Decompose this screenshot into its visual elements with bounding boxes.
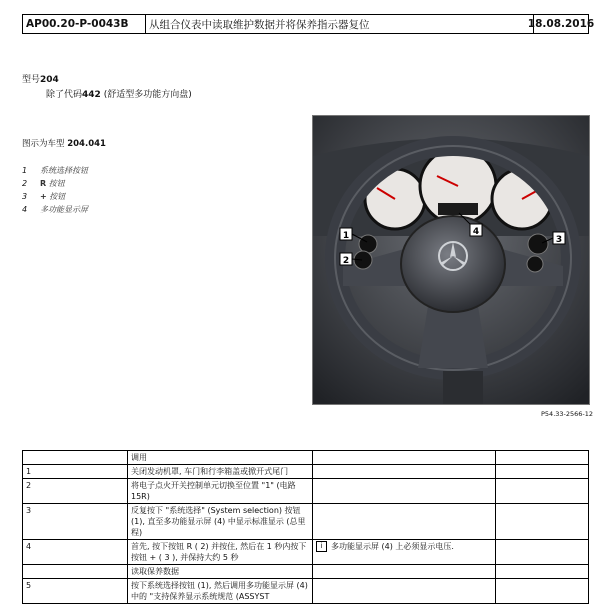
legend-text: 系统选择按钮 bbox=[40, 166, 88, 175]
doc-title: 从组合仪表中读取维护数据并将保养指示器复位 bbox=[146, 15, 534, 33]
steering-wheel-figure bbox=[312, 115, 590, 405]
legend-item bbox=[22, 177, 88, 190]
figure-shown-model: 204.041 bbox=[67, 139, 106, 149]
table-row bbox=[23, 579, 589, 604]
step-number bbox=[23, 565, 128, 579]
step-text: 调用 bbox=[128, 451, 313, 465]
doc-header bbox=[22, 14, 595, 34]
step-number: 1 bbox=[23, 465, 128, 479]
step-text: 反复按下 "系统选择" (System selection) 按钮 (1), 直至多功能显示屏 (4) 中显示标准显示 (总里程) bbox=[128, 504, 313, 540]
exclusion-code-desc: (舒适型多功能方向盘) bbox=[103, 90, 192, 100]
callout-1 bbox=[340, 228, 352, 241]
exclusion-line bbox=[46, 87, 192, 100]
step-note-cell bbox=[313, 540, 496, 565]
step-note bbox=[313, 479, 496, 504]
legend-num: 4 bbox=[22, 205, 28, 214]
exclusion-label: 除了代码 bbox=[46, 90, 83, 100]
legend-text: 按钮 bbox=[48, 179, 65, 188]
step-text: 按下系统选择按钮 (1), 然后调用多功能显示屏 (4) 中的 "支持保养显示系统规范 (ASSYST bbox=[128, 579, 313, 604]
table-row bbox=[23, 479, 589, 504]
step-note bbox=[313, 579, 496, 604]
step-extra bbox=[496, 465, 589, 479]
info-icon: i bbox=[316, 541, 327, 552]
legend bbox=[22, 164, 88, 216]
step-extra bbox=[496, 565, 589, 579]
table-row bbox=[23, 451, 589, 465]
step-text: 将电子点火开关控制单元切换至位置 "1" (电路 15R) bbox=[128, 479, 313, 504]
svg-text:2: 2 bbox=[342, 256, 350, 266]
svg-text:3: 3 bbox=[555, 235, 563, 245]
svg-text:1: 1 bbox=[342, 231, 350, 241]
step-note bbox=[313, 451, 496, 465]
legend-text: 多功能显示屏 bbox=[40, 205, 88, 214]
legend-num: 2 bbox=[22, 179, 28, 188]
step-note bbox=[313, 504, 496, 540]
step-note bbox=[313, 465, 496, 479]
step-note: 多功能显示屏 (4) 上必须显示电压. bbox=[331, 542, 454, 551]
step-number bbox=[23, 451, 128, 465]
legend-text: 按钮 bbox=[49, 192, 66, 201]
step-number: 4 bbox=[23, 540, 128, 565]
table-row bbox=[23, 565, 589, 579]
figure-shown-label: 图示为车型 bbox=[22, 139, 65, 149]
callout-3 bbox=[553, 232, 565, 245]
step-number: 2 bbox=[23, 479, 128, 504]
table-row bbox=[23, 540, 589, 565]
procedure-table bbox=[22, 450, 589, 604]
step-extra bbox=[496, 579, 589, 604]
svg-text:4: 4 bbox=[472, 227, 480, 237]
step-number: 3 bbox=[23, 504, 128, 540]
doc-date: 18.08.2016 bbox=[527, 18, 595, 30]
legend-prefix: + bbox=[40, 192, 47, 201]
step-number: 5 bbox=[23, 579, 128, 604]
legend-num: 1 bbox=[22, 166, 28, 175]
callout-2 bbox=[340, 253, 352, 266]
model-value: 204 bbox=[40, 75, 59, 85]
step-extra bbox=[496, 451, 589, 465]
step-text: 读取保养数据 bbox=[128, 565, 313, 579]
exclusion-code: 442 bbox=[82, 90, 101, 100]
step-text: 首先, 按下按钮 R ( 2) 并按住, 然后在 1 秒内按下按钮 + ( 3 ), 并保持大约 5 秒 bbox=[128, 540, 313, 565]
legend-prefix: R bbox=[40, 179, 47, 188]
step-extra bbox=[496, 540, 589, 565]
image-reference: P54.33-2566-12 bbox=[541, 410, 594, 418]
model-label: 型号 bbox=[22, 75, 41, 85]
legend-item bbox=[22, 164, 88, 177]
figure-shown-for bbox=[22, 137, 106, 149]
step-text: 关闭发动机罩, 车门和行李箱盖或掀开式尾门 bbox=[128, 465, 313, 479]
doc-id: AP00.20-P-0043B bbox=[23, 15, 146, 33]
legend-item bbox=[22, 190, 88, 203]
legend-num: 3 bbox=[22, 192, 28, 201]
legend-item bbox=[22, 203, 88, 216]
step-note bbox=[313, 565, 496, 579]
step-extra bbox=[496, 504, 589, 540]
table-row bbox=[23, 465, 589, 479]
step-extra bbox=[496, 479, 589, 504]
callout-4 bbox=[470, 224, 482, 237]
model-line bbox=[22, 72, 59, 85]
table-row bbox=[23, 504, 589, 540]
